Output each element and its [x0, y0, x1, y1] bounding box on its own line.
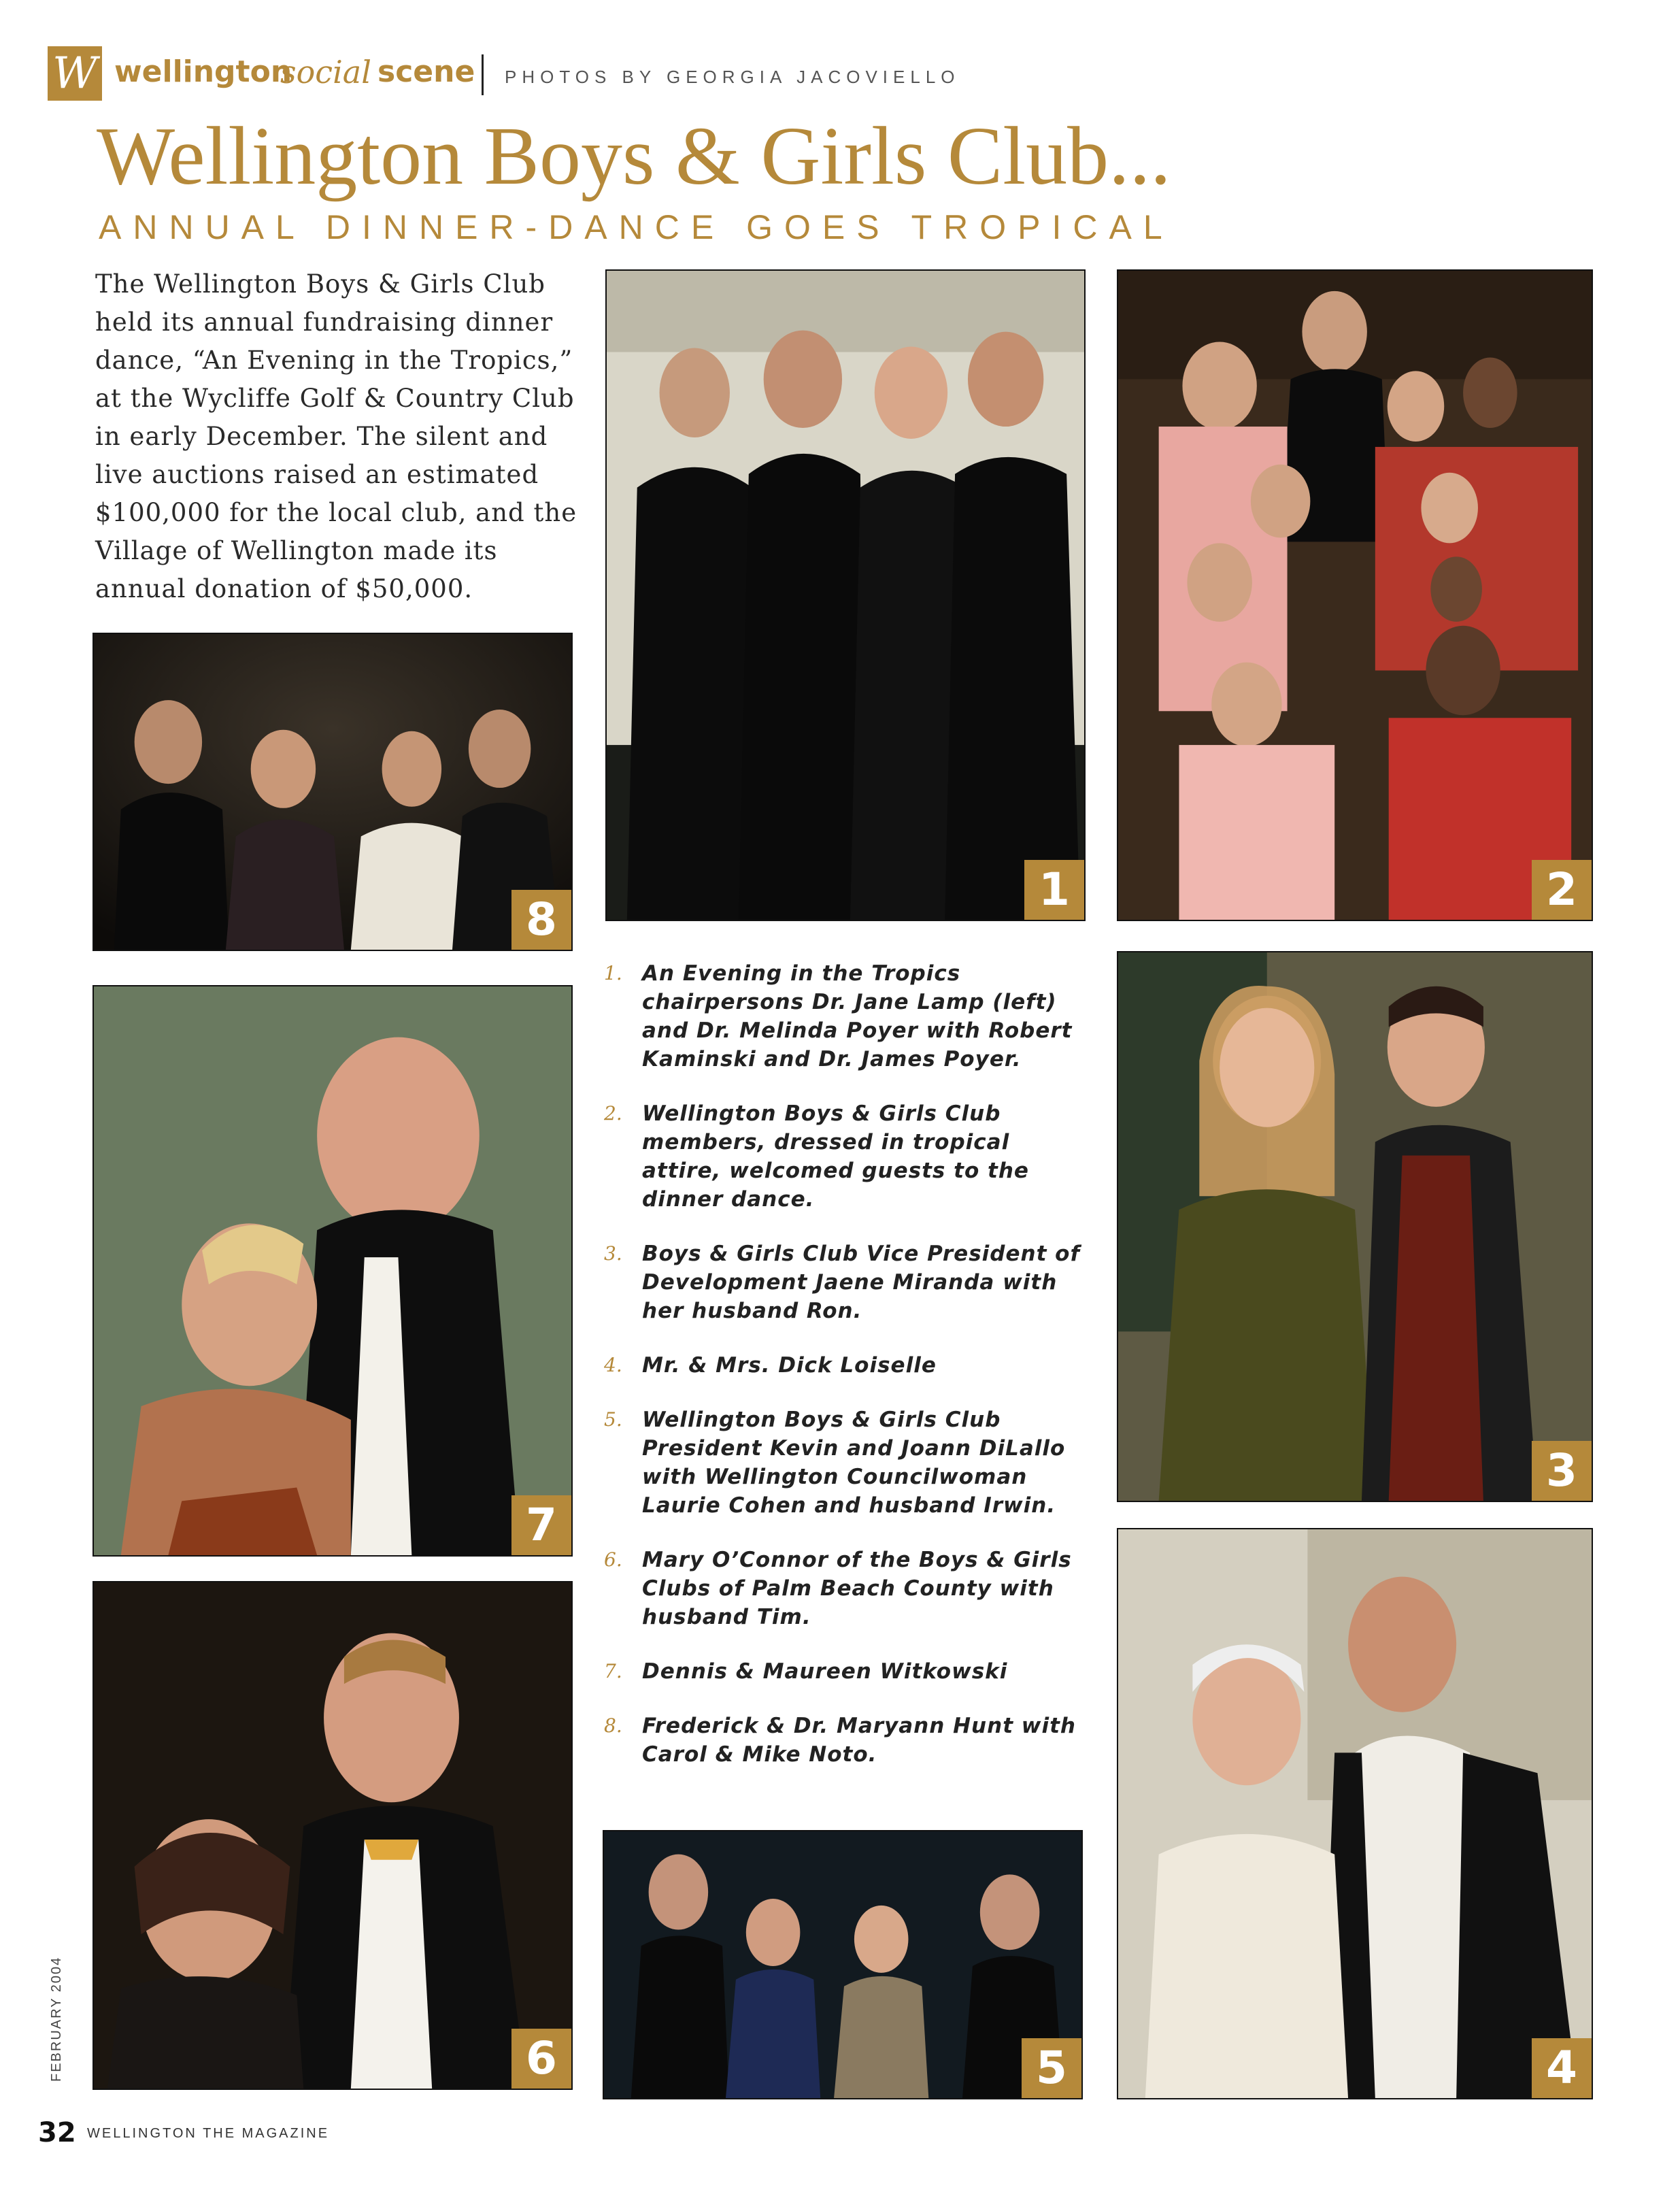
issue-date: FEBRUARY 2004 — [49, 1956, 64, 2082]
photo-number-8: 8 — [511, 890, 571, 950]
caption-item — [604, 959, 1094, 1074]
caption-list — [604, 959, 1094, 1795]
page-number: 32 — [38, 2117, 76, 2148]
caption-number: 5. — [604, 1408, 622, 1431]
photo-number-3: 3 — [1532, 1441, 1592, 1501]
photo-credit: PHOTOS BY GEORGIA JACOVIELLO — [505, 67, 960, 87]
page-title: Wellington Boys & Girls Club... — [97, 110, 1171, 202]
photo-number-2: 2 — [1532, 860, 1592, 920]
caption-text: Wellington Boys & Girls Club members, dressed in tropical attire, welcomed guests to the dinner dance. — [642, 1101, 1029, 1212]
caption-text: Frederick & Dr. Maryann Hunt with Carol & Mike Noto. — [642, 1714, 1076, 1767]
caption-item — [604, 1712, 1094, 1769]
photo-number-6: 6 — [511, 2029, 571, 2089]
photo-6 — [93, 1581, 573, 2090]
photo-number-4: 4 — [1532, 2038, 1592, 2098]
section-name-wellington: wellington — [114, 54, 292, 89]
caption-text: Wellington Boys & Girls Club President Kevin and Joann DiLallo with Wellington Councilwoman Laurie Cohen and husband Irwin. — [642, 1408, 1066, 1518]
page-subtitle: ANNUAL DINNER-DANCE GOES TROPICAL — [99, 208, 1174, 246]
intro-paragraph: The Wellington Boys & Girls Club held its annual fundraising dinner dance, “An Evening in the Tropics,” at the Wycliffe Golf & Country Club in early December. The silent and live auctions raised an estimated $100,000 for the local club, and the Village of Wellington made its annual donation of $50,000. — [95, 269, 577, 603]
magazine-logo — [48, 46, 102, 101]
caption-item — [604, 1351, 1094, 1380]
caption-number: 1. — [604, 962, 622, 984]
caption-item — [604, 1657, 1094, 1686]
photo-number-5: 5 — [1022, 2038, 1081, 2098]
photo-1-image — [607, 271, 1084, 920]
caption-number: 6. — [604, 1548, 622, 1571]
caption-number: 4. — [604, 1354, 622, 1376]
logo-letter: W — [52, 48, 97, 99]
photo-4-image — [1118, 1529, 1592, 2098]
photo-5-image — [604, 1831, 1081, 2098]
caption-item — [604, 1546, 1094, 1631]
caption-number: 2. — [604, 1102, 622, 1125]
photo-3-image — [1118, 952, 1592, 1501]
caption-number: 8. — [604, 1714, 622, 1737]
caption-item — [604, 1406, 1094, 1520]
photo-8 — [93, 633, 573, 951]
section-name-social: social — [280, 54, 371, 90]
caption-number: 3. — [604, 1242, 622, 1265]
caption-text: Boys & Girls Club Vice President of Development Jaene Miranda with her husband Ron. — [642, 1242, 1080, 1323]
caption-text: Dennis & Maureen Witkowski — [642, 1659, 1008, 1684]
photo-8-image — [94, 634, 571, 950]
photo-2-image — [1118, 271, 1592, 920]
caption-item — [604, 1240, 1094, 1325]
photo-number-7: 7 — [511, 1495, 571, 1555]
caption-item — [604, 1099, 1094, 1214]
photo-1 — [605, 269, 1086, 921]
caption-text: Mary O’Connor of the Boys & Girls Clubs of Palm Beach County with husband Tim. — [642, 1548, 1072, 1629]
caption-text: An Evening in the Tropics chairpersons Dr. Jane Lamp (left) and Dr. Melinda Poyer with Robert Kaminski and Dr. James Poyer. — [642, 961, 1073, 1071]
magazine-name: WELLINGTON THE MAGAZINE — [87, 2126, 330, 2141]
photo-6-image — [94, 1582, 571, 2089]
photo-3 — [1117, 951, 1593, 1502]
photo-4 — [1117, 1528, 1593, 2099]
caption-text: Mr. & Mrs. Dick Loiselle — [642, 1353, 937, 1378]
photo-number-1: 1 — [1024, 860, 1084, 920]
photo-2 — [1117, 269, 1593, 921]
section-name-scene: scene — [377, 54, 475, 89]
photo-7 — [93, 985, 573, 1557]
header-divider — [482, 54, 484, 95]
photo-7-image — [94, 986, 571, 1555]
photo-5 — [603, 1830, 1083, 2099]
caption-number: 7. — [604, 1660, 622, 1682]
